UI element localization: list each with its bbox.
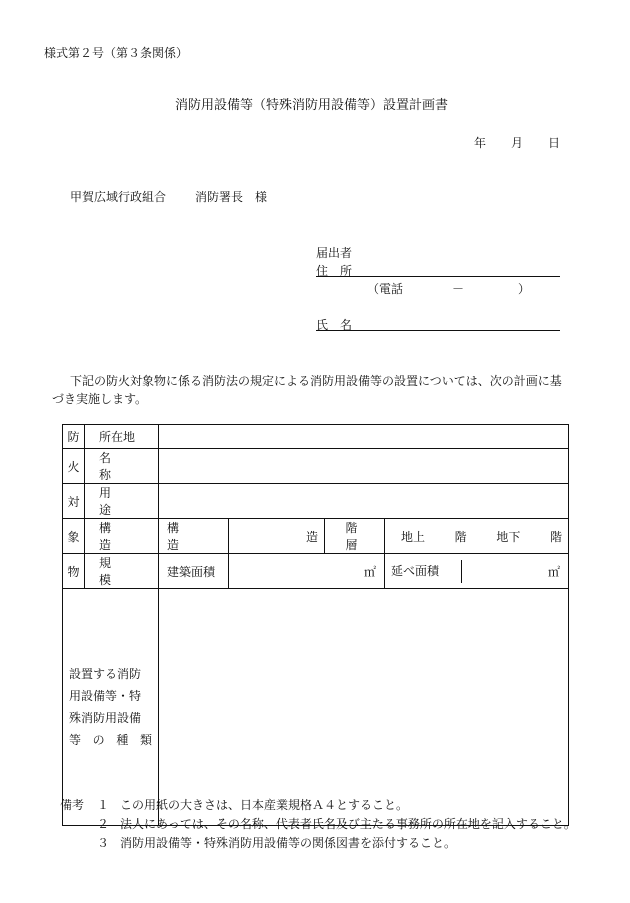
date-day: 日	[548, 136, 561, 150]
total-area-field[interactable]	[385, 554, 569, 589]
notes-label: 備考	[60, 798, 85, 812]
equipment-kinds-label: 設置する消防 用設備等・特 殊消防用設備 等 の 種 類	[63, 589, 159, 826]
note-text: 法人にあっては、その名称、代表者氏名及び主たる事務所の所在地を記入すること。	[120, 817, 576, 831]
name-underline	[316, 330, 560, 331]
plan-table	[62, 424, 569, 826]
address-underline	[316, 276, 560, 277]
floors-field[interactable]	[385, 519, 569, 554]
statement-line2: づき実施します。	[52, 392, 148, 406]
structure-field[interactable]: 造	[229, 519, 325, 554]
below-label: 地下	[496, 529, 521, 544]
date-month: 月	[511, 136, 524, 150]
date-year: 年	[474, 136, 487, 150]
use-field[interactable]	[159, 484, 569, 519]
document-title: 消防用設備等（特殊消防用設備等）設置計画書	[175, 98, 449, 113]
table-row	[63, 589, 569, 826]
address-label: 住 所	[316, 264, 353, 278]
table-row	[63, 484, 569, 519]
side-char: 対	[63, 484, 85, 519]
side-char: 物	[63, 554, 85, 589]
equipment-kinds-field[interactable]	[159, 589, 569, 826]
table-row	[63, 449, 569, 484]
note-text: 消防用設備等・特殊消防用設備等の関係図書を添付すること。	[120, 836, 457, 850]
table-row	[63, 554, 569, 589]
table-row	[63, 425, 569, 449]
phone-open: （電話	[367, 282, 404, 296]
floor-unit: 階	[454, 529, 467, 544]
statement-line1: 下記の防火対象物に係る消防法の規定による消防用設備等の設置については、次の計画に基	[70, 374, 562, 388]
area-unit: ㎡	[548, 564, 561, 579]
scale-label: 規模	[85, 554, 159, 589]
name-field[interactable]	[159, 449, 569, 484]
floors-label: 階層	[325, 519, 385, 554]
building-area-label: 建築面積	[159, 554, 229, 589]
above-label: 地上	[401, 529, 426, 544]
location-field[interactable]	[159, 425, 569, 449]
floor-unit: 階	[550, 529, 563, 544]
addressee-chief: 消防署長 様	[195, 190, 268, 204]
use-label: 用途	[85, 484, 159, 519]
location-label: 所在地	[85, 425, 159, 449]
name-label: 氏 名	[316, 318, 353, 332]
phone-close: ）	[518, 282, 531, 296]
structure-label: 構造	[85, 519, 159, 554]
note-text: この用紙の大きさは、日本産業規格Ａ４とすること。	[120, 798, 409, 812]
total-area-label: 延べ面積	[385, 560, 462, 583]
structure-sub-label: 構造	[159, 519, 229, 554]
table-row	[63, 519, 569, 554]
phone-dash: －	[452, 282, 465, 296]
applicant-label: 届出者	[316, 246, 353, 260]
side-char: 象	[63, 519, 85, 554]
note-number: １	[97, 798, 110, 812]
addressee-org: 甲賀広域行政組合	[70, 190, 167, 204]
form-number: 様式第２号（第３条関係）	[44, 46, 189, 60]
side-char: 防	[63, 425, 85, 449]
name-row-label: 名称	[85, 449, 159, 484]
note-number: ３	[97, 836, 110, 850]
building-area-field[interactable]: ㎡	[229, 554, 385, 589]
side-char: 火	[63, 449, 85, 484]
note-number: ２	[97, 817, 110, 831]
